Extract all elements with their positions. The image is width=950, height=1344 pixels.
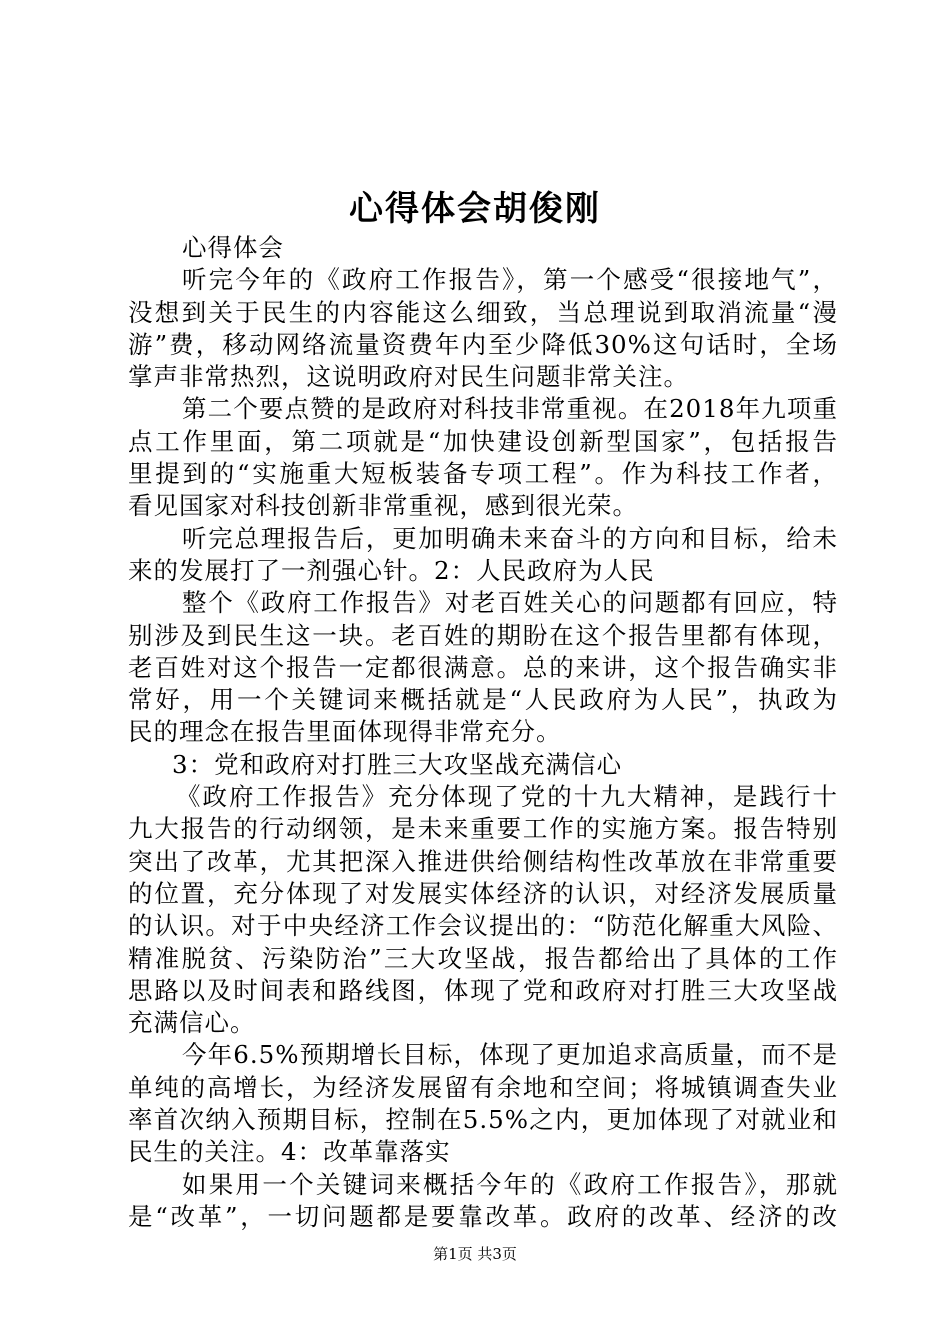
paragraph-line: 常好，用一个关键词来概括就是“人民政府为人民”，执政为 (128, 685, 838, 715)
paragraph-line: 如果用一个关键词来概括今年的《政府工作报告》，那就 (182, 1169, 838, 1199)
paragraph-line: 第二个要点赞的是政府对科技非常重视。在2018年九项重 (182, 394, 838, 424)
paragraph-line: 民的理念在报告里面体现得非常充分。 (128, 717, 562, 747)
paragraph-line: 的认识。对于中央经济工作会议提出的：“防范化解重大风险、 (128, 911, 838, 941)
paragraph-line: 《政府工作报告》充分体现了党的十九大精神，是践行十 (176, 782, 838, 812)
paragraph-line: 是“改革”，一切问题都是要靠改革。政府的改革、经济的改 (128, 1201, 838, 1231)
paragraph-line: 听完今年的《政府工作报告》，第一个感受“很接地气”， (182, 265, 838, 295)
paragraph-line: 精准脱贫、污染防治”三大攻坚战，报告都给出了具体的工作 (128, 943, 838, 973)
paragraph-line: 游”费，移动网络流量资费年内至少降低30%这句话时，全场 (128, 329, 838, 359)
document-body (128, 232, 838, 1233)
paragraph-line: 没想到关于民生的内容能这么细致，当总理说到取消流量“漫 (128, 297, 838, 327)
paragraph-line: 来的发展打了一剂强心针。2：人民政府为人民 (128, 555, 655, 585)
paragraph-line: 掌声非常热烈，这说明政府对民生问题非常关注。 (128, 362, 689, 392)
paragraph-line: 里提到的“实施重大短板装备专项工程”。作为科技工作者， (128, 459, 838, 489)
paragraph-line: 九大报告的行动纲领，是未来重要工作的实施方案。报告特别 (128, 814, 838, 844)
document-title: 心得体会胡俊刚 (349, 189, 601, 229)
paragraph-line: 率首次纳入预期目标，控制在5.5%之内，更加体现了对就业和 (128, 1105, 838, 1135)
subtitle-line: 心得体会 (182, 233, 284, 262)
section-heading: 3：党和政府对打胜三大攻坚战充满信心 (172, 749, 623, 779)
paragraph-line: 思路以及时间表和路线图，体现了党和政府对打胜三大攻坚战 (128, 975, 838, 1005)
paragraph-line: 整个《政府工作报告》对老百姓关心的问题都有回应，特 (182, 588, 838, 618)
paragraph-line: 别涉及到民生这一块。老百姓的期盼在这个报告里都有体现， (128, 620, 838, 650)
paragraph-line: 的位置，充分体现了对发展实体经济的认识，对经济发展质量 (128, 878, 838, 908)
paragraph-line: 老百姓对这个报告一定都很满意。总的来讲，这个报告确实非 (128, 652, 838, 682)
paragraph-line: 听完总理报告后，更加明确未来奋斗的方向和目标，给未 (182, 523, 838, 553)
paragraph-line: 点工作里面，第二项就是“加快建设创新型国家”，包括报告 (128, 426, 838, 456)
paragraph-line: 单纯的高增长，为经济发展留有余地和空间；将城镇调查失业 (128, 1072, 838, 1102)
paragraph-line: 充满信心。 (128, 1008, 256, 1038)
paragraph-line: 看见国家对科技创新非常重视，感到很光荣。 (128, 491, 638, 521)
page-number-footer: 第1页 共3页 (433, 1245, 517, 1263)
paragraph-line: 民生的关注。4：改革靠落实 (128, 1137, 451, 1167)
paragraph-line: 今年6.5%预期增长目标，体现了更加追求高质量，而不是 (182, 1040, 838, 1070)
paragraph-line: 突出了改革，尤其把深入推进供给侧结构性改革放在非常重要 (128, 846, 838, 876)
